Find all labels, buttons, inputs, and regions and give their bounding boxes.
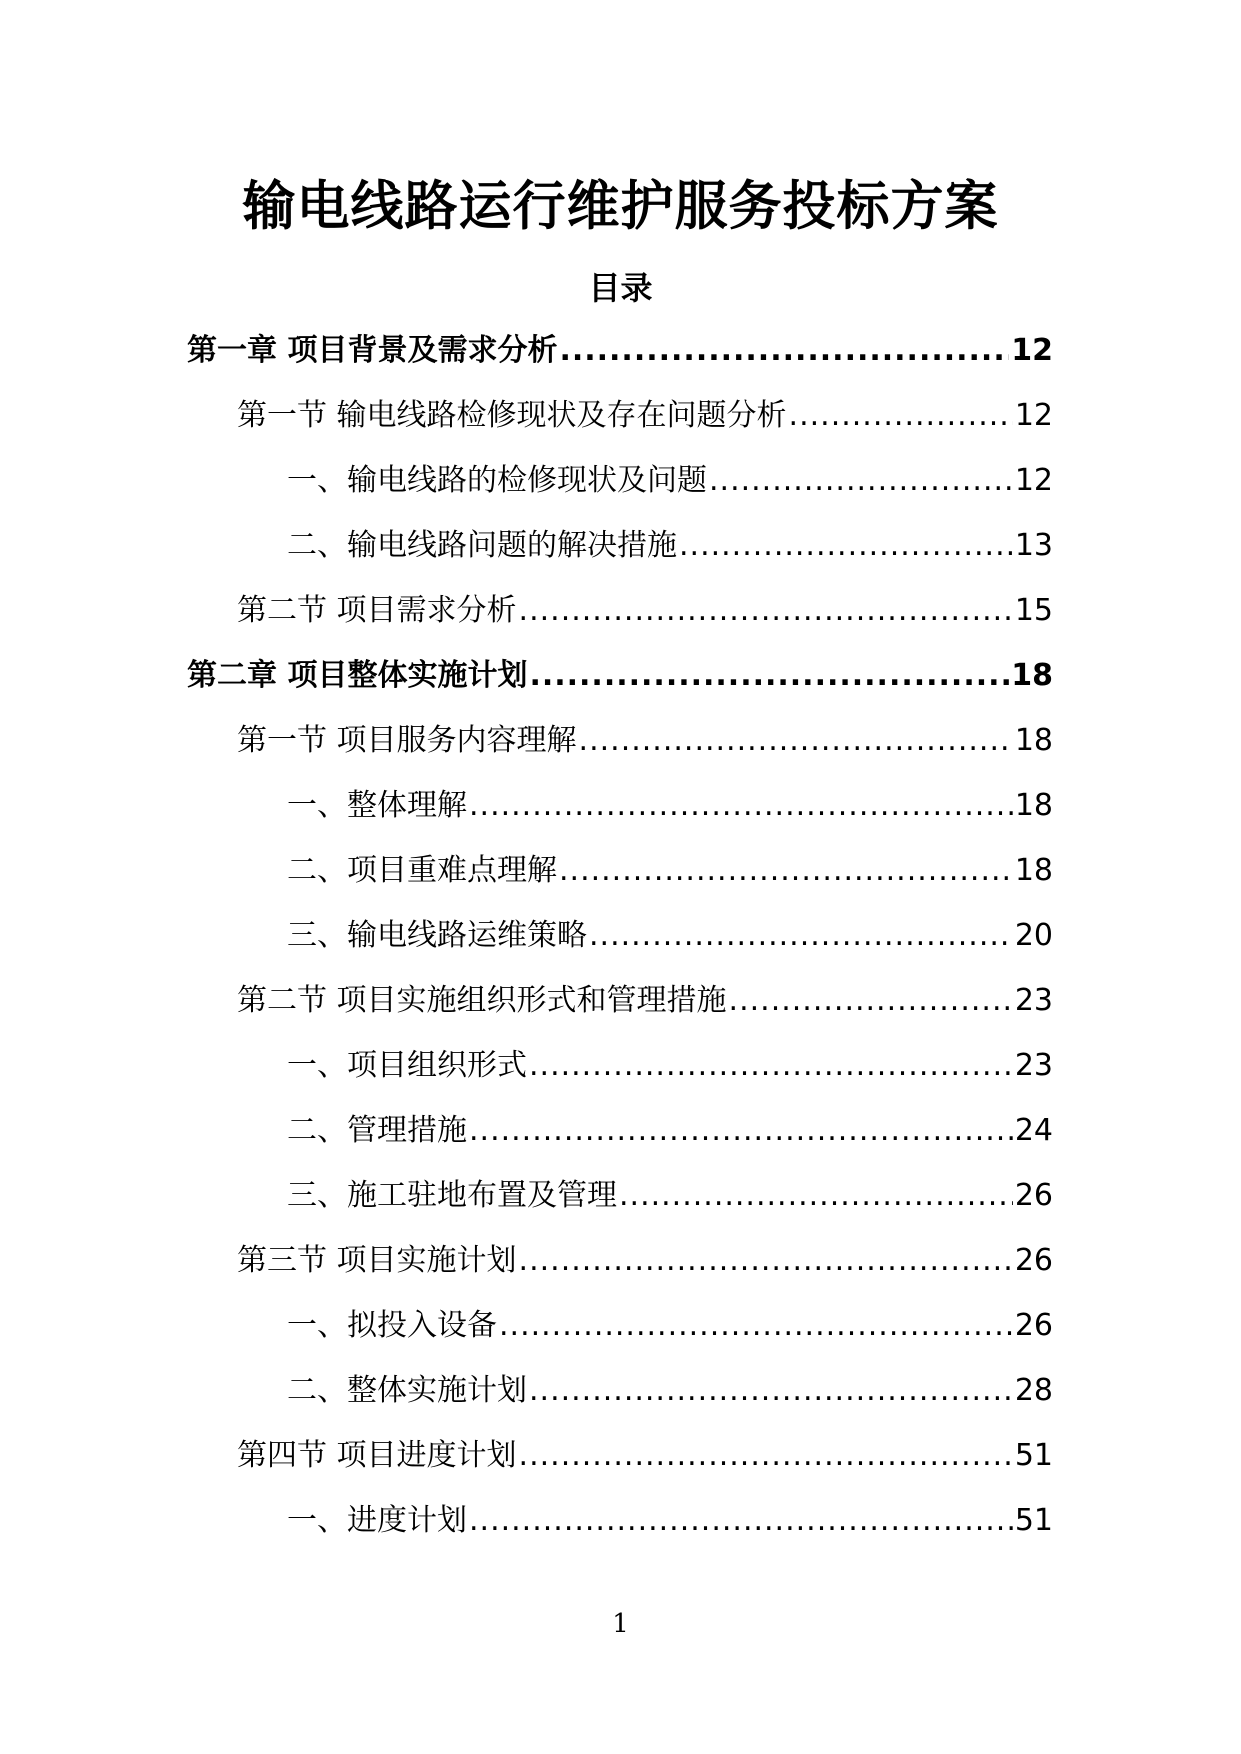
toc-entry[interactable] — [187, 1170, 1053, 1235]
toc-entry-label: 二、管理措施 — [287, 1113, 467, 1148]
toc-dot-leader — [519, 1235, 1013, 1287]
toc-entry-label: 三、输电线路运维策略 — [287, 918, 587, 953]
toc-entry[interactable] — [187, 455, 1053, 520]
toc-entry[interactable] — [187, 1430, 1053, 1495]
toc-entry-page: 51 — [1014, 1503, 1053, 1538]
toc-entry-page: 26 — [1014, 1308, 1053, 1343]
toc-dot-leader — [709, 455, 1013, 507]
toc-entry-label: 第一节 项目服务内容理解 — [237, 723, 577, 758]
toc-entry-label: 二、整体实施计划 — [287, 1373, 527, 1408]
toc-dot-leader — [529, 1365, 1013, 1417]
toc-entry-page: 13 — [1014, 528, 1053, 563]
toc-entry-page: 15 — [1014, 593, 1053, 628]
toc-entry-page: 18 — [1014, 723, 1053, 758]
toc-entry-page: 12 — [1014, 398, 1053, 433]
page-number: 1 — [612, 1609, 629, 1639]
toc-entry[interactable] — [187, 975, 1053, 1040]
toc-entry-page: 23 — [1014, 1048, 1053, 1083]
toc-entry-page: 18 — [1014, 788, 1053, 823]
toc-dot-leader — [589, 910, 1013, 962]
toc-entry-label: 二、项目重难点理解 — [287, 853, 557, 888]
toc-entry[interactable] — [187, 390, 1053, 455]
toc-dot-leader — [519, 1430, 1013, 1482]
toc-entry-page: 20 — [1014, 918, 1053, 953]
toc-entry-label: 一、进度计划 — [287, 1503, 467, 1538]
toc-entry[interactable] — [187, 1040, 1053, 1105]
toc-dot-leader — [519, 585, 1013, 637]
toc-entry[interactable] — [187, 1365, 1053, 1430]
toc-dot-leader — [499, 1300, 1013, 1352]
toc-entry-label: 第二节 项目需求分析 — [237, 593, 517, 628]
toc-heading: 目录 — [588, 269, 653, 307]
toc-dot-leader — [679, 520, 1013, 572]
toc-entry-label: 二、输电线路问题的解决措施 — [287, 528, 677, 563]
toc-entry-label: 第三节 项目实施计划 — [237, 1243, 517, 1278]
toc-entry-page: 12 — [1011, 333, 1053, 368]
toc-entry[interactable] — [187, 325, 1053, 390]
toc-entry-page: 26 — [1014, 1178, 1053, 1213]
toc-entry-label: 一、整体理解 — [287, 788, 467, 823]
toc-entry-label: 一、拟投入设备 — [287, 1308, 497, 1343]
toc-entry-page: 28 — [1014, 1373, 1053, 1408]
toc-entry-page: 18 — [1014, 853, 1053, 888]
toc-entry[interactable] — [187, 780, 1053, 845]
toc-dot-leader — [579, 715, 1013, 767]
toc-entry[interactable] — [187, 1300, 1053, 1365]
toc-dot-leader — [469, 780, 1013, 832]
toc-entry[interactable] — [187, 1105, 1053, 1170]
toc-entry[interactable] — [187, 1495, 1053, 1560]
toc-entry[interactable] — [187, 715, 1053, 780]
toc-entry-label: 一、项目组织形式 — [287, 1048, 527, 1083]
table-of-contents — [187, 325, 1053, 1560]
toc-dot-leader — [469, 1105, 1013, 1157]
toc-entry[interactable] — [187, 520, 1053, 585]
toc-entry-label: 第二节 项目实施组织形式和管理措施 — [237, 983, 727, 1018]
toc-dot-leader — [559, 325, 1009, 377]
toc-entry[interactable] — [187, 650, 1053, 715]
toc-entry-label: 一、输电线路的检修现状及问题 — [287, 463, 707, 498]
toc-dot-leader — [529, 650, 1009, 702]
toc-dot-leader — [469, 1495, 1013, 1547]
toc-dot-leader — [529, 1040, 1013, 1092]
toc-entry[interactable] — [187, 585, 1053, 650]
toc-entry-page: 12 — [1014, 463, 1053, 498]
toc-entry-page: 51 — [1014, 1438, 1053, 1473]
toc-entry-page: 24 — [1014, 1113, 1053, 1148]
toc-dot-leader — [789, 390, 1013, 442]
toc-entry[interactable] — [187, 910, 1053, 975]
toc-entry[interactable] — [187, 845, 1053, 910]
toc-entry-label: 三、施工驻地布置及管理 — [287, 1178, 617, 1213]
toc-entry-label: 第二章 项目整体实施计划 — [187, 658, 528, 693]
page-title: 输电线路运行维护服务投标方案 — [242, 176, 999, 237]
toc-entry-page: 18 — [1011, 658, 1053, 693]
toc-dot-leader — [729, 975, 1013, 1027]
toc-entry-page: 23 — [1014, 983, 1053, 1018]
toc-dot-leader — [559, 845, 1013, 897]
toc-entry-label: 第一章 项目背景及需求分析 — [187, 333, 558, 368]
toc-entry-label: 第一节 输电线路检修现状及存在问题分析 — [237, 398, 787, 433]
toc-dot-leader — [619, 1170, 1013, 1222]
toc-entry-page: 26 — [1014, 1243, 1053, 1278]
toc-entry-label: 第四节 项目进度计划 — [237, 1438, 517, 1473]
toc-entry[interactable] — [187, 1235, 1053, 1300]
